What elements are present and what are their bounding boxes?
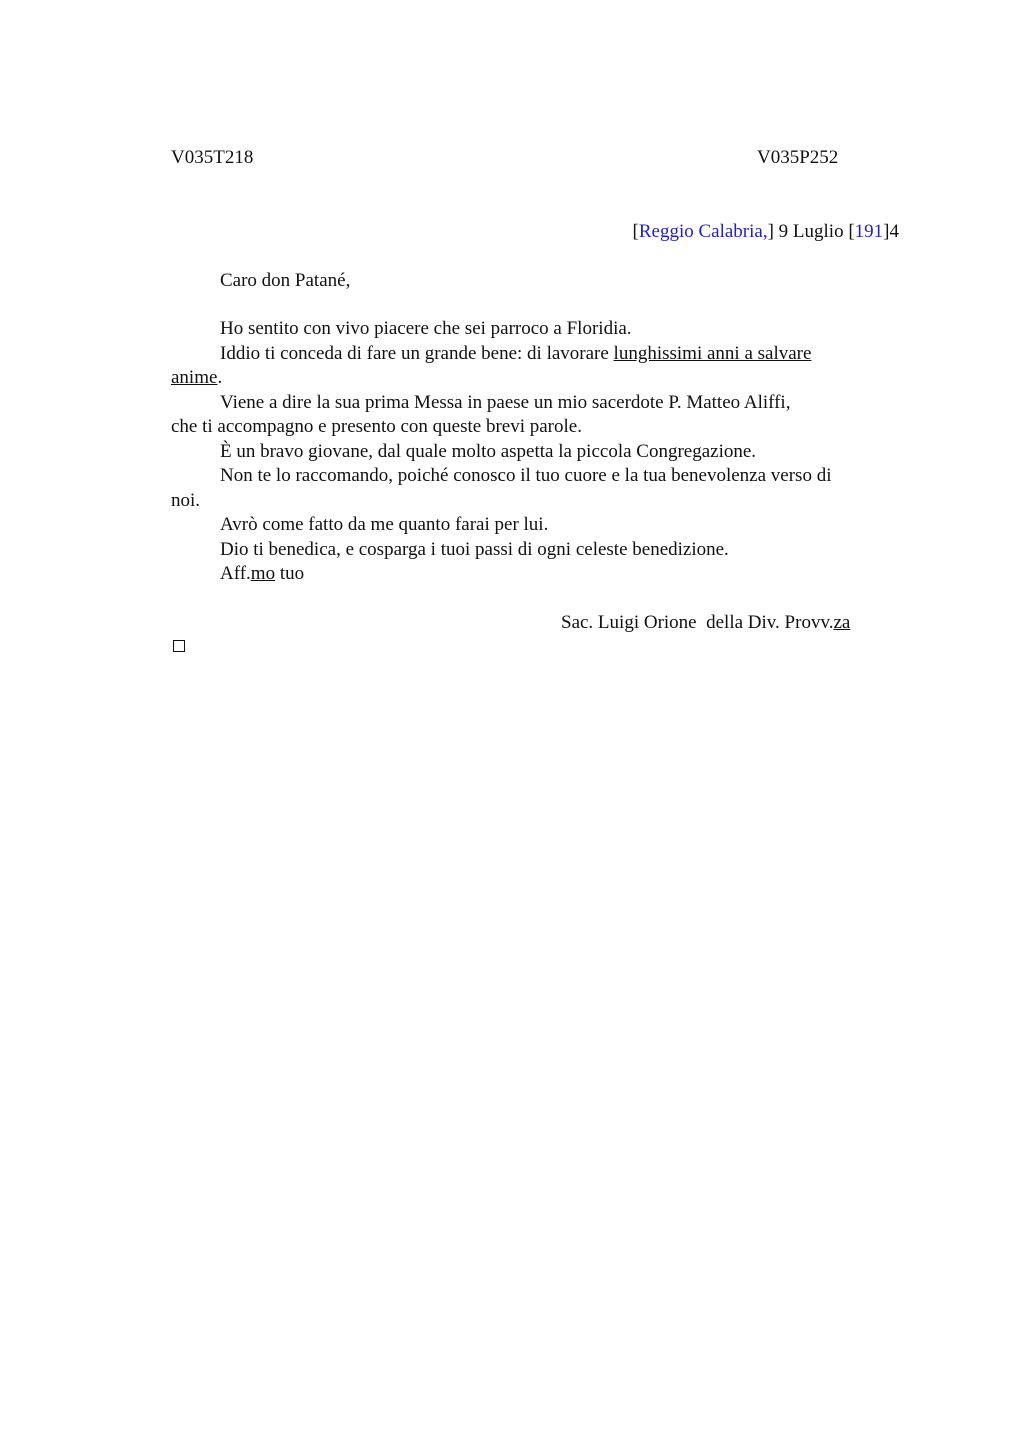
period: .: [217, 367, 223, 388]
underlined-phrase: lunghissimi anni a salvare: [613, 343, 812, 364]
paragraph-1: Ho sentito con vivo piacere che sei parroco a Floridia.: [220, 318, 632, 339]
signature-text: Sac. Luigi Orione della Div. Provv.: [561, 612, 834, 633]
paragraph-5-line-2: noi.: [171, 490, 201, 511]
document-code-right: V035P252: [757, 147, 839, 168]
closing-superscript: mo: [250, 563, 276, 584]
paragraph-2-text: Iddio ti conceda di fare un grande bene: di lavorare: [220, 343, 614, 364]
bracket-open: [: [632, 221, 639, 242]
date-end: ]4: [883, 221, 899, 242]
salutation: Caro don Patané,: [220, 270, 351, 291]
closing: [220, 562, 888, 587]
paragraph-3-line-2: che ti accompagno e presento con queste brevi parole.: [171, 416, 582, 437]
closing-suffix: tuo: [275, 563, 305, 584]
paragraph-2-line-2: [171, 366, 888, 391]
closing-prefix: Aff.: [220, 563, 251, 584]
paragraph-3-line-1: Viene a dire la sua prima Messa in paese un mio sacerdote P. Matteo Aliffi,: [220, 392, 791, 413]
document-code-left: V035T218: [171, 147, 254, 168]
signature-abbrev: za: [833, 612, 851, 633]
dateline: [633, 220, 899, 244]
paragraph-6: Avrò come fatto da me quanto farai per lui.: [220, 514, 549, 535]
checkbox-square-icon: [173, 640, 185, 652]
signature: [561, 611, 850, 635]
place-name: Reggio Calabria,: [638, 221, 768, 242]
paragraph-7: Dio ti benedica, e cosparga i tuoi passi di ogni celeste benedizione.: [220, 539, 729, 560]
year-insert: 191: [854, 221, 884, 242]
date-text: ] 9 Luglio [: [767, 221, 855, 242]
underlined-word: anime: [171, 367, 218, 388]
paragraph-4: È un bravo giovane, dal quale molto aspetta la piccola Congregazione.: [220, 441, 757, 462]
paragraph-2-line-1: [220, 342, 888, 367]
paragraph-5-line-1: Non te lo raccomando, poiché conosco il tuo cuore e la tua benevolenza verso di: [220, 465, 832, 486]
